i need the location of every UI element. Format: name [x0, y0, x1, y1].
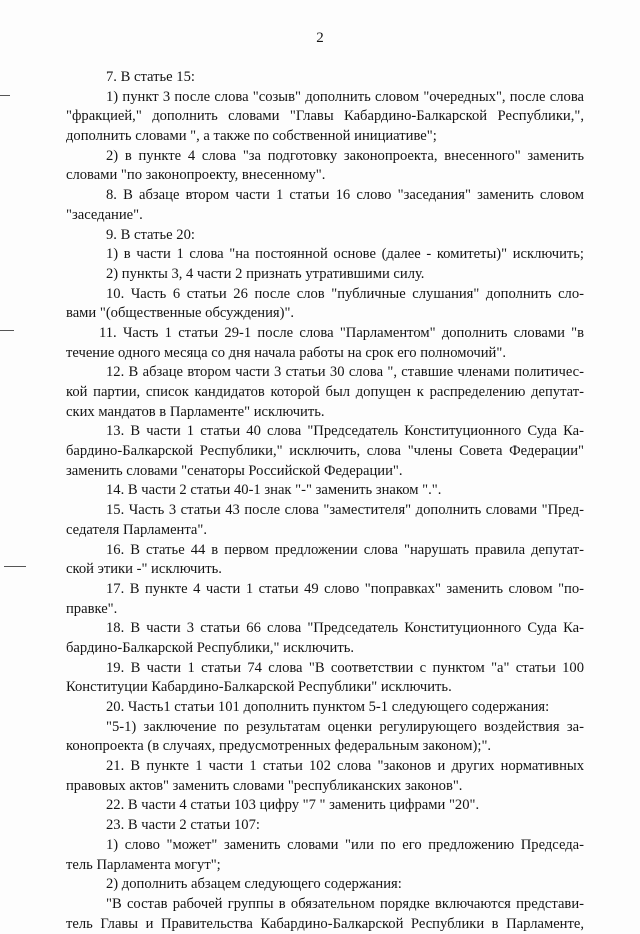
- text-line: "заседание".: [66, 206, 143, 223]
- text-line: 2) пункты 3, 4 части 2 признать утратившими силу.: [106, 265, 425, 282]
- document-body: [66, 68, 584, 934]
- page-number: 2: [316, 30, 324, 46]
- text-line: 20. Часть1 статьи 101 дополнить пунктом 5-1 следующего содержания:: [106, 699, 550, 715]
- text-line: словами "по законопроекту, внесенному".: [66, 167, 326, 184]
- text-line: 7. В статье 15:: [106, 69, 195, 85]
- text-line: конопроекта (в случаях, предусмотренных федеральным законом);".: [66, 738, 492, 755]
- text-line: ской этики -" исключить.: [66, 561, 222, 578]
- text-line: бардино-Балкарской Республики," исключить, слова "члены Совета Федерации": [66, 443, 584, 460]
- text-line: заменить словами "сенаторы Российской Федерации".: [66, 462, 403, 479]
- text-line: "5-1) заключение по результатам оценки регулирующего воздействия за-: [106, 718, 584, 735]
- text-line: "фракцией," дополнить словами "Главы Кабардино-Балкарской Республики,",: [66, 108, 584, 125]
- text-line: 22. В части 4 статьи 103 цифру "7 " заменить цифрами "20".: [106, 797, 480, 814]
- text-line: тель Парламента могут";: [66, 856, 221, 873]
- text-line: 9. В статье 20:: [106, 226, 195, 243]
- margin-mark-top: [0, 95, 10, 96]
- text-line: седателя Парламента".: [66, 521, 208, 538]
- text-line: 1) пункт 3 после слова "созыв" дополнить словом "очередных", после слова: [106, 88, 584, 105]
- text-line: вами "(общественные обсуждения)".: [66, 305, 295, 322]
- text-line: "В состав рабочей группы в обязательном порядке включаются представи-: [106, 895, 584, 912]
- text-line: 18. В части 3 статьи 66 слова "Председатель Конституционного Суда Ка-: [106, 620, 584, 637]
- text-line: кой партии, список кандидатов которой был допущен к распределению депутат-: [66, 384, 584, 400]
- text-line: бардино-Балкарской Республики," исключить.: [66, 639, 355, 656]
- text-line: 2) дополнить абзацем следующего содержания:: [106, 876, 402, 893]
- text-line: 23. В части 2 статьи 107:: [106, 817, 260, 834]
- text-line: 1) в части 1 слова "на постоянной основе (далее - комитеты)" исключить;: [106, 246, 584, 263]
- text-line: правовых актов" заменить словами "республиканских законов".: [66, 777, 463, 794]
- text-line: 2) в пункте 4 слова "за подготовку законопроекта, внесенного" заменить: [106, 147, 584, 164]
- text-line: 11. Часть 1 статьи 29-1 после слова "Парламентом" дополнить словами "в: [99, 324, 584, 341]
- text-line: 17. В пункте 4 части 1 статьи 49 слово "поправках" заменить словом "по-: [106, 580, 584, 597]
- text-line: правке".: [66, 600, 118, 617]
- text-line: 1) слово "может" заменить словами "или по его предложению Председа-: [106, 836, 584, 853]
- text-line: 16. В статье 44 в первом предложении слова "нарушать правила депутат-: [106, 541, 584, 558]
- text-line: 15. Часть 3 статьи 43 после слова "заместителя" дополнить словами "Пред-: [106, 502, 584, 519]
- margin-mark-middle: [0, 330, 14, 331]
- text-line: 19. В части 1 статьи 74 слова "В соответствии с пунктом "а" статьи 100: [106, 659, 584, 676]
- text-line: тель Главы и Правительства Кабардино-Балкарской Республики в Парламенте,: [66, 915, 584, 932]
- text-line: ских мандатов в Парламенте" исключить.: [66, 403, 325, 420]
- text-line: 12. В абзаце втором части 3 статьи 30 слова ", ставшие членами политичес-: [106, 364, 584, 381]
- text-line: 8. В абзаце втором части 1 статьи 16 слово "заседания" заменить словом: [106, 187, 584, 204]
- text-line: дополнить словами ", а также по собственной инициативе";: [66, 128, 437, 145]
- margin-mark-lower: [4, 566, 26, 567]
- text-line: 10. Часть 6 статьи 26 после слов "публичные слушания" дополнить сло-: [106, 285, 584, 302]
- text-line: 14. В части 2 статьи 40-1 знак "-" заменить знаком ".".: [106, 482, 442, 499]
- text-line: 21. В пункте 1 части 1 статьи 102 слова "законов и других нормативных: [106, 758, 584, 775]
- text-line: течение одного месяца со дня начала работы на срок его полномочий".: [66, 344, 506, 361]
- text-line: 13. В части 1 статьи 40 слова "Председатель Конституционного Суда Ка-: [106, 423, 584, 440]
- text-line: Конституции Кабардино-Балкарской Республики" исключить.: [66, 679, 452, 696]
